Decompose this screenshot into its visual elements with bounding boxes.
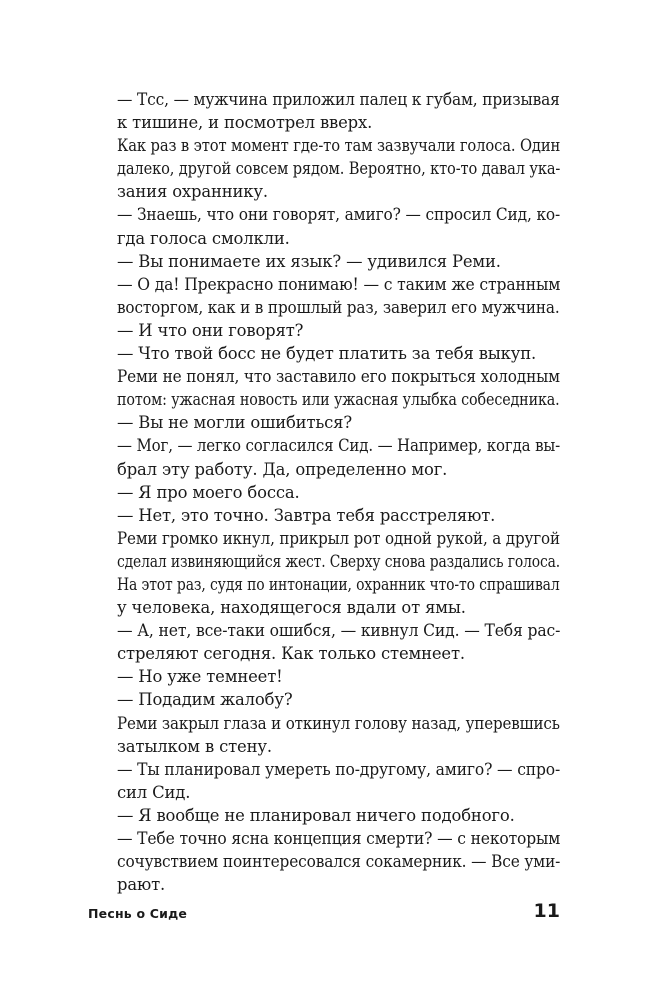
text-line: — Что твой босс не будет платить за тебя выкуп. [117,344,537,364]
running-title: Песнь о Сиде [88,906,188,921]
text-line: Реми закрыл глаза и откинул голову назад, уперевшись [117,713,560,733]
text-line: далеко, другой совсем рядом. Вероятно, кто-то давал ука- [117,159,561,179]
text-line: На этот раз, судя по интонации, охранник что-то спрашивал [117,574,560,594]
text-line: — Но уже темнеет! [117,667,283,687]
text-line: рают. [117,875,166,895]
text-line: Как раз в этот момент где-то там зазвучали голоса. Один [117,136,561,156]
text-line: — А, нет, все-таки ошибся, — кивнул Сид. — Тебя рас- [117,621,561,641]
text-line: — Тебе точно ясна концепция смерти? — с некоторым [117,829,561,848]
text-line: Реми не понял, что заставило его покрыться холодным [117,367,560,387]
text-line: — Знаешь, что они говорят, амиго? — спросил Сид, ко- [117,205,561,225]
text-line: сочувствием поинтересовался сокамерник. — Все уми- [117,852,561,872]
text-line: гда голоса смолкли. [117,228,290,248]
text-line: Реми громко икнул, прикрыл рот одной рукой, а другой [117,528,560,548]
text-line: — Тсс, — мужчина приложил палец к губам, призывая [117,90,560,109]
text-line: — Вы понимаете их язык? — удивился Реми. [117,251,501,271]
text-line: — Подадим жалобу? [117,690,293,710]
text-line: потом: ужасная новость или ужасная улыбка собеседника. [117,390,560,410]
page-footer [88,900,560,930]
text-line: — О да! Прекрасно понимаю! — с таким же странным [117,274,561,294]
text-line: — Ты планировал умереть по-другому, амиго? — спро- [117,759,561,779]
text-line: — Я про моего босса. [117,482,300,502]
text-line: — И что они говорят? [117,320,304,340]
text-line: сил Сид. [117,782,191,802]
text-line: брал эту работу. Да, определенно мог. [117,459,448,479]
text-line: стреляют сегодня. Как только стемнеет. [117,644,465,664]
body-text [117,88,560,896]
text-line: — Я вообще не планировал ничего подобного. [117,805,515,825]
text-line: зания охраннику. [117,182,268,202]
text-line: к тишине, и посмотрел вверх. [117,113,373,133]
text-line: восторгом, как и в прошлый раз, заверил его мужчина. [117,297,560,317]
text-line: затылком в стену. [117,736,272,756]
text-line: — Нет, это точно. Завтра тебя расстреляют. [117,505,496,525]
text-line: сделал извиняющийся жест. Сверху снова раздались голоса. [117,551,561,571]
page-number: 11 [533,900,560,922]
text-line: у человека, находящегося вдали от ямы. [117,598,466,618]
text-line: — Вы не могли ошибиться? [117,413,353,433]
text-line: — Мог, — легко согласился Сид. — Например, когда вы- [117,436,561,456]
